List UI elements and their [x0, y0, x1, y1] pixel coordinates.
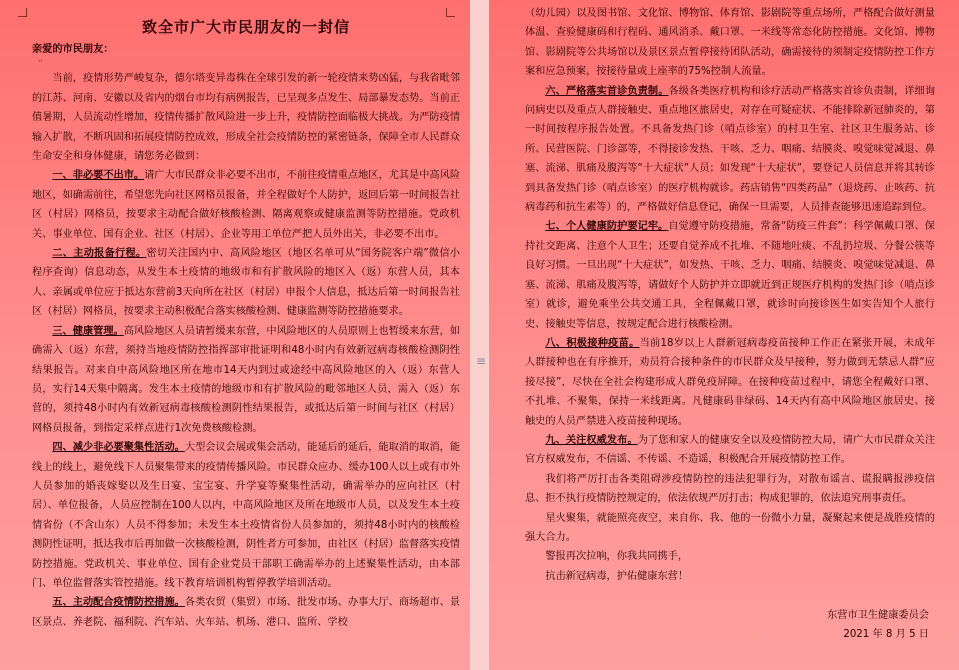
- split-handle-icon[interactable]: ≡: [476, 354, 487, 368]
- paragraph-crackdown: 我们将严厉打击各类阻碍涉疫情防控的违法犯罪行为，对散布谣言、谎报瞒报涉疫信息、拒不执行疫情防控规定的，依法依规严厉打击；构成犯罪的，依法追究刑事责任。: [525, 473, 935, 505]
- section-5-title: 五、主动配合疫情防控措施。: [52, 597, 185, 609]
- section-4-body: 大型会议会展或集会活动，能延后的延后，能取消的取消，能线上的线上，避免线下人员聚集带来的疫情传播风险。市民群众应办、缓办100人以上或有市外人员参加的婚丧嫁娶以及生日宴、宝宝宴、升学宴等聚集性活动，确需举办的应向社区（村居）、单位报备，人员应控制在100人以内，中高风险地区及所在地级市人员，以及发生本土疫情省份（不含山东）人员不得参加；未发生本土疫情省份人员参加的，须持48小时内的核酸检测阴性证明，抵达我市后再加做一次核酸检测，阴性者方可参加，由社区（村居）监督落实疫情防控措施。党政机关、事业单位、国有企业党员干部职工确需举办的上述聚集性活动，由本部门、单位监督落实管控措施。线下教育培训机构暂停教学培训活动。: [32, 442, 461, 589]
- section-1-title: 一、非必要不出市。: [52, 170, 145, 182]
- page-gutter: [470, 0, 489, 670]
- section-1-body: 请广大市民群众非必要不出市，不前往疫情重点地区，尤其是中高风险地区，如确需前往，希望您先向社区网格员报备，并全程做好个人防护，返回后第一时间报告社区（村居）网格员，按要求主动配合做好核酸检测、隔离观察或健康监测等防控措施。党政机关、事业单位、国有企业、社区（村居）、企业等用工单位严把人员外出关，非必要不出市。: [32, 170, 461, 240]
- section-5-body: 各类农贸（集贸）市场、批发市场、办事大厅、商场超市、景区景点、养老院、福利院、汽车站、火车站、机场、港口、监所、学校: [32, 597, 461, 628]
- section-3: [32, 322, 460, 438]
- letter-salutation: 亲爱的市民朋友：: [32, 44, 114, 55]
- section-9-body: 为了您和家人的健康安全以及疫情防控大局，请广大市民群众关注官方权威发布，不信谣、不传谣、不造谣，积极配合开展疫情防控工作。: [525, 434, 936, 466]
- section-8: [525, 334, 935, 431]
- signer-name: 东营市卫生健康委员会: [827, 610, 929, 622]
- document-page-right: [489, 0, 959, 670]
- section-2-body: 密切关注国内中、高风险地区（地区名单可从“国务院客户端”微信小程序查询）信息动态，从发生本土疫情的地级市和有扩散风险的地区入（返）东营人员，其本人、亲属或单位应于抵达东营前3天向所在社区（村居）申报个人信息，抵达后第一时间报告社区（村居）网格员，按要求主动积极配合落实核酸检测、健康监测等防控措施要求。: [32, 248, 460, 318]
- section-7-title: 七、个人健康防护要记牢。: [545, 221, 669, 233]
- letter-title: 致全市广大市民朋友的一封信: [141, 18, 350, 36]
- section-3-title: 三、健康管理。: [52, 325, 124, 337]
- letter-intro: 当前，疫情形势严峻复杂，德尔塔变异毒株在全球引发的新一轮疫情来势凶猛，与我省毗邻的江苏、河南、安徽以及省内的烟台市均有病例报告，已呈现多点发生、局部暴发态势。当前正值暑期，人员流动性增加，疫情传播扩散风险进一步上升，疫情防控面临极大挑战。为严防疫情输入扩散，不断巩固和拓展疫情防控成效，形成全社会疫情防控的紧密链条，保障全市人民群众生命安全和身体健康，请您务必做到：: [32, 73, 460, 163]
- section-4: [32, 438, 460, 593]
- section-2: [32, 244, 460, 322]
- document-page-left: [0, 0, 470, 670]
- section-2-title: 二、主动报备行程。: [52, 248, 147, 260]
- section-4-title: 四、减少非必要聚集性活动。: [52, 442, 185, 454]
- section-6-body: 各级各类医疗机构和诊疗活动严格落实首诊负责制，详细询问病史以及重点人群接触史、重点地区旅居史，对存在可疑症状、不能排除新冠肺炎的，第一时间按程序报告处置。不具备发热门诊（哨点诊室）的村卫生室、社区卫生服务站、诊所、民营医院、门诊部等，不得接诊发热、干咳、乏力、咽痛、结膜炎、嗅觉味觉减退、鼻塞、流涕、肌痛及腹泻等“十大症状”人员；如发现“十大症状”，要登记人员信息并将其转诊到具备发热门诊（哨点诊室）的医疗机构就诊。药店销售“四类药品”（退烧药、止咳药、抗病毒药和抗生素等）的，严格做好信息登记，确保一旦需要，人员排查能够迅速追踪到位。: [525, 85, 936, 214]
- paragraph-spark: 星火聚集，就能照亮夜空，来自你、我、他的一份微小力量，凝聚起来便是战胜疫情的强大合力。: [525, 512, 935, 543]
- signing-date: 2021 年 8 月 5 日: [843, 629, 929, 641]
- section-9-title: 九、关注权威发布。: [545, 434, 638, 446]
- page-corner-mark: [18, 8, 27, 17]
- section-6-title: 六、严格落实首诊负责制。: [545, 85, 669, 97]
- section-7-body: 自觉遵守防疫措施，常备“防疫三件套”：科学佩戴口罩、保持社交距离、注意个人卫生；还要自觉养成不扎堆、不随地吐痰、不乱扔垃圾、分餐公筷等良好习惯。一旦出现“十大症状”，如发热、干咳、乏力、咽痛、结膜炎、嗅觉味觉减退、鼻塞、流涕、肌痛及腹泻等，请做好个人防护并立即就近到正规医疗机构的发热门诊（哨点诊室）就诊，避免乘坐公共交通工具，全程佩戴口罩，就诊时向接诊医生如实告知个人旅行史、接触史等信息，按规定配合进行核酸检测。: [525, 221, 935, 330]
- paragraph-closing-2: 抗击新冠病毒，护佑健康东营！: [545, 570, 689, 582]
- section-5: [32, 593, 460, 632]
- section-3-body: 高风险地区人员请暂缓来东营，中风险地区的人员原则上也暂缓来东营，如确需入（返）东营，须持当地疫情防控指挥部审批证明和48小时内有效新冠病毒核酸检测阴性结果报告。对来自中高风险地区所在地市14天内到过或途经中高风险地区的入（返）东营人员，实行14天集中隔离。发生本土疫情的地级市和有扩散风险的毗邻地区人员，需入（返）东营的，须持48小时内有效新冠病毒核酸检测阴性结果报告，或抵达后第一时间与社区（村居）网格员报备，到指定采样点进行1次免费核酸检测。: [32, 325, 461, 434]
- section-5-continued: （幼儿园）以及图书馆、文化馆、博物馆、体育馆、影剧院等重点场所，严格配合做好测量体温、查验健康码和行程码、通风消杀、戴口罩、一米线等常态化防控措施。文化馆、博物馆、影剧院等公共场馆以及景区景点暂停接待团队活动，确需接待的须制定疫情防控工作方案和应急预案，按接待量或上座率的75%控制人流量。: [525, 8, 935, 78]
- section-7: [525, 217, 935, 333]
- paragraph-closing-1: 警报再次拉响，你我共同携手，: [545, 551, 689, 563]
- quote-mark: “: [38, 59, 43, 70]
- page-corner-mark: [446, 8, 455, 17]
- section-8-title: 八、积极接种疫苗。: [545, 337, 640, 349]
- section-6: [525, 82, 935, 218]
- section-9: [525, 431, 935, 470]
- section-1: [32, 166, 460, 244]
- signature-block: [525, 606, 935, 644]
- section-8-body: 当前18岁以上人群新冠病毒疫苗接种工作正在紧张开展，未成年人群接种也在有序推开，劝员符合接种条件的市民群众及早接种，努力做到无禁忌人群“应接尽接”，尽快在全社会构建形成人群免疫屏障。在接种疫苗过程中，请您全程戴好口罩、不扎堆、不聚集，保持一米线距离。凡健康码非绿码、14天内有高中风险地区旅居史、接触史的人员严禁进入疫苗接种现场。: [525, 337, 936, 427]
